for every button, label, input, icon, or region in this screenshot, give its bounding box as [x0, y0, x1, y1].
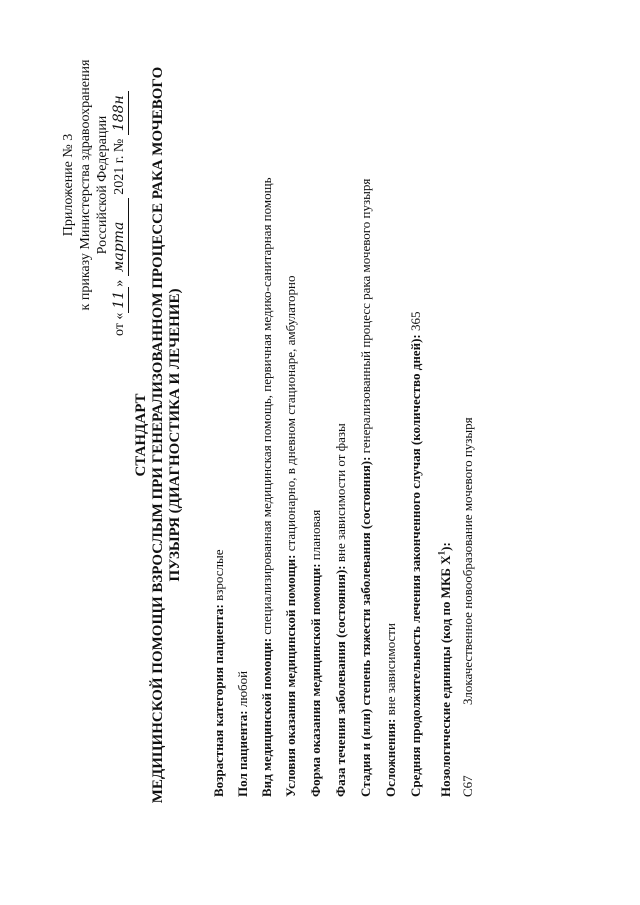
order-ministry: к приказу Министерства здравоохранения [78, 59, 93, 311]
field-care-type: Вид медицинской помощи: специализированная медицинская помощь, первичная медико-санитарная помощь [259, 177, 274, 797]
title-heading: СТАНДАРТ [133, 393, 149, 477]
field-phase: Фаза течения заболевания (состояния): вне зависимости от фазы [333, 423, 348, 797]
title-line-2: ПУЗЫРЯ (ДИАГНОСТИКА И ЛЕЧЕНИЕ) [167, 288, 183, 582]
field-age: Возрастная категория пациента: взрослые [211, 549, 226, 797]
field-stage: Стадия и (или) степень тяжести заболевания (состояния): генерализованный процесс рака мочевого пузыря [358, 178, 373, 797]
nosology-code: С67 [460, 775, 475, 797]
order-month: марта [111, 198, 129, 276]
order-country: Российской Федерации [95, 115, 110, 255]
order-number: 188н [111, 91, 129, 135]
field-care-form: Форма оказания медицинской помощи: плановая [308, 509, 323, 797]
title-line-1: МЕДИЦИНСКОЙ ПОМОЩИ ВЗРОСЛЫМ ПРИ ГЕНЕРАЛИЗОВАННОМ ПРОЦЕССЕ РАКА МОЧЕВОГО [150, 66, 166, 804]
order-date-row: от «11» марта 2021 г. № 188н [111, 20, 129, 350]
approval-block [60, 20, 129, 350]
field-sex: Пол пациента: любой [235, 670, 250, 797]
field-duration: Средняя продолжительность лечения законченного случая (количество дней): 365 [408, 311, 423, 797]
order-day: 11 [111, 287, 129, 313]
field-complications: Осложнения: вне зависимости [383, 623, 398, 797]
appendix-number: Приложение № 3 [61, 133, 76, 237]
nosology-heading: Нозологические единицы (код по МКБ $Х^1$): [437, 542, 454, 797]
standard-title [133, 5, 184, 865]
nosology-description: Злокачественное новообразование мочевого пузыря [460, 417, 475, 705]
field-care-conditions: Условия оказания медицинской помощи: стационарно, в дневном стационаре, амбулаторно [283, 275, 298, 797]
